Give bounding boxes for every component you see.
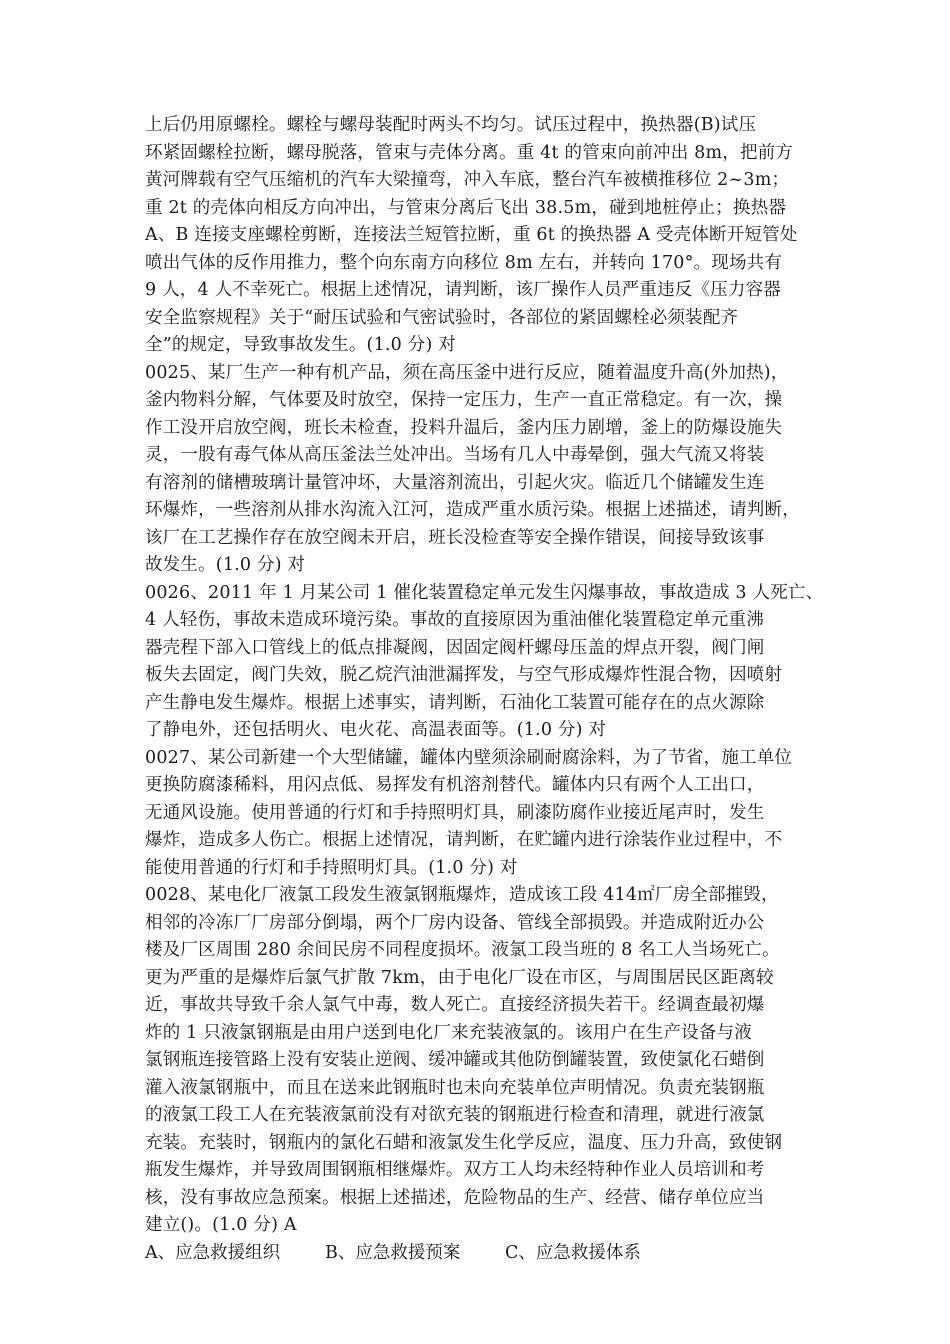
document-body <box>145 112 825 1267</box>
text-line: 作工没开启放空阀，班长未检查，投料升温后，釜内压力剧增，釜上的防爆设施失 <box>145 417 783 438</box>
answer-options <box>145 1240 825 1268</box>
text-line: 全”的规定，导致事故发生。(1.0 分) 对 <box>145 335 456 355</box>
text-line: A、B 连接支座螺栓剪断，连接法兰短管拉断，重 6t 的换热器 A 受壳体断开短管处 <box>145 225 798 245</box>
text-line: 该厂在工艺操作存在放空阀未开启，班长没检查等安全操作错误，间接导致该事 <box>145 527 765 548</box>
text-line: 环紧固螺栓拉断，螺母脱落，管束与壳体分离。重 4t 的管束向前冲出 8m，把前方 <box>145 142 794 163</box>
question-0028-line: 0028、某电化厂液氯工段发生液氯钢瓶爆炸，造成该工段 414㎡厂房全部摧毁， <box>145 885 779 905</box>
text-line: 核，没有事故应急预案。根据上述描述，危险物品的生产、经营、储存单位应当 <box>145 1187 765 1208</box>
text-line: 爆炸，造成多人伤亡。根据上述情况，请判断，在贮罐内进行涂装作业过程中，不 <box>145 830 783 850</box>
text-line: 的液氯工段工人在充装液氯前没有对欲充装的钢瓶进行检查和清理，就进行液氯 <box>145 1105 765 1125</box>
text-line: 重 2t 的壳体向相反方向冲出，与管束分离后飞出 38.5m，碰到地桩停止；换热器 <box>145 197 787 218</box>
text-line: 了静电外，还包括明火、电火花、高温表面等。(1.0 分) 对 <box>145 720 607 740</box>
option-a: A、应急救援组织 <box>145 1242 281 1263</box>
text-line: 能使用普通的行灯和手持照明灯具。(1.0 分) 对 <box>145 857 518 878</box>
text-line: 建立()。(1.0 分) A <box>145 1215 297 1235</box>
text-line: 瓶发生爆炸，并导致周围钢瓶相继爆炸。双方工人均未经特种作业人员培训和考 <box>145 1160 765 1180</box>
text-line: 无通风设施。使用普通的行灯和手持照明灯具，刷漆防腐作业接近尾声时，发生 <box>145 802 765 823</box>
question-0026-line: 0026、2011 年 1 月某公司 1 催化装置稳定单元发生闪爆事故，事故造成 3 人死亡、 <box>145 582 824 603</box>
text-line: 充装。充装时，钢瓶内的氯化石蜡和液氯发生化学反应，温度、压力升高，致使钢 <box>145 1132 783 1153</box>
text-line: 产生静电发生爆炸。根据上述事实，请判断，石油化工装置可能存在的点火源除 <box>145 692 765 713</box>
option-c: C、应急救援体系 <box>505 1242 641 1263</box>
question-0025-line: 0025、某厂生产一种有机产品，须在高压釜中进行反应，随着温度升高(外加热)， <box>145 362 789 383</box>
text-line: 灵，一股有毒气体从高压釜法兰处冲出。当场有几人中毒晕倒，强大气流又将装 <box>145 445 765 465</box>
text-line: 4 人轻伤，事故未造成环境污染。事故的直接原因为重油催化装置稳定单元重沸 <box>145 610 764 630</box>
text-line: 氯钢瓶连接管路上没有安装止逆阀、缓冲罐或其他防倒罐装置，致使氯化石蜡倒 <box>145 1050 765 1070</box>
text-line: 故发生。(1.0 分) 对 <box>145 555 306 575</box>
text-line: 有溶剂的储槽玻璃计量管冲坏，大量溶剂流出，引起火灾。临近几个储罐发生连 <box>145 472 765 493</box>
question-0027-line: 0027、某公司新建一个大型储罐，罐体内壁须涂刷耐腐涂料，为了节省，施工单位 <box>145 747 793 768</box>
text-line: 炸的 1 只液氯钢瓶是由用户送到电化厂来充装液氯的。该用户在生产设备与液 <box>145 1022 752 1043</box>
text-line: 近，事故共导致千余人氯气中毒，数人死亡。直接经济损失若干。经调查最初爆 <box>145 995 765 1015</box>
text-line: 器壳程下部入口管线上的低点排凝阀，因固定阀杆螺母压盖的焊点开裂，阀门闸 <box>145 637 765 658</box>
text-line: 釜内物料分解，气体要及时放空，保持一定压力，生产一直正常稳定。有一次，操 <box>145 390 783 410</box>
text-line: 黄河牌载有空气压缩机的汽车大梁撞弯，冲入车底，整台汽车被横推移位 2~3m； <box>145 170 790 190</box>
text-line: 喷出气体的反作用推力，整个向东南方向移位 8m 左右，并转向 170°。现场共有 <box>145 252 783 273</box>
text-line: 更换防腐漆稀料，用闪点低、易挥发有机溶剂替代。罐体内只有两个人工出口， <box>145 775 765 795</box>
text-line: 环爆炸，一些溶剂从排水沟流入江河，造成严重水质污染。根据上述描述，请判断， <box>145 500 800 520</box>
option-b: B、应急救援预案 <box>325 1242 461 1263</box>
text-line: 灌入液氯钢瓶中，而且在送来此钢瓶时也未向充装单位声明情况。负责充装钢瓶 <box>145 1077 765 1098</box>
text-line: 楼及厂区周围 280 余间民房不同程度损坏。液氯工段当班的 8 名工人当场死亡。 <box>145 940 780 960</box>
text-line: 上后仍用原螺栓。螺栓与螺母装配时两头不均匀。试压过程中，换热器(B)试压 <box>145 115 757 135</box>
text-line: 相邻的冷冻厂厂房部分倒塌，两个厂房内设备、管线全部损毁。并造成附近办公 <box>145 912 765 933</box>
text-line: 板失去固定，阀门失效，脱乙烷汽油泄漏挥发，与空气形成爆炸性混合物，因喷射 <box>145 665 783 685</box>
text-line: 更为严重的是爆炸后氯气扩散 7km，由于电化厂设在市区，与周围居民区距离较 <box>145 967 774 988</box>
text-line: 9 人，4 人不幸死亡。根据上述情况，请判断，该厂操作人员严重违反《压力容器 <box>145 280 781 300</box>
text-line: 安全监察规程》关于“耐压试验和气密试验时，各部位的紧固螺栓必须装配齐 <box>145 307 739 328</box>
